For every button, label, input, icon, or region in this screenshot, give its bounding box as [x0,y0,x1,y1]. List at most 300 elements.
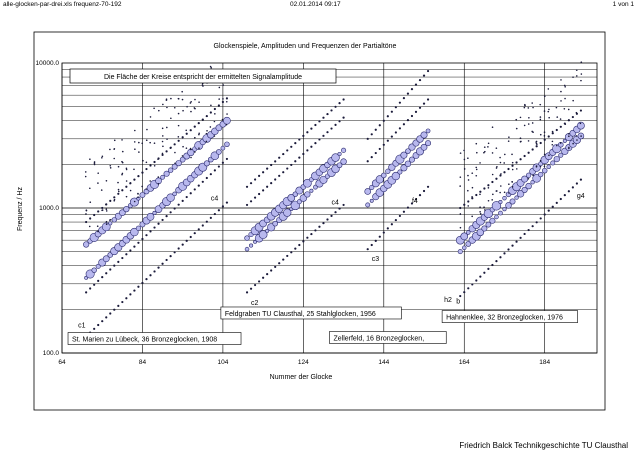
data-point [157,158,159,160]
data-point [310,189,313,192]
data-point [341,159,347,165]
data-point [544,135,546,137]
data-point [93,214,95,216]
data-point [158,183,160,185]
data-point [186,240,188,242]
data-point [206,130,208,132]
data-point [162,141,164,143]
data-point [338,207,340,209]
data-point [515,196,519,200]
data-point [480,213,482,215]
data-point [278,157,280,159]
data-point [206,177,208,179]
group-label: St. Marien zu Lübeck, 36 Bronzeglocken, 1908 [72,336,218,344]
data-point [130,190,132,192]
data-point [202,118,204,120]
data-point [495,178,497,180]
data-point [222,119,224,121]
data-point [114,148,116,150]
data-point [290,146,292,148]
data-point [471,216,473,218]
data-point [370,199,373,202]
data-point [467,157,469,159]
data-point [226,201,228,203]
data-point [515,119,517,121]
data-point [458,249,462,253]
data-point [528,140,530,142]
data-point [198,147,200,149]
data-point [113,265,115,267]
data-point [262,189,264,191]
data-point [427,186,429,188]
data-point [105,272,107,274]
data-point [536,221,538,223]
data-point [138,142,140,144]
data-point [206,221,208,223]
data-point [487,146,489,148]
data-point [375,152,377,154]
data-point [117,305,119,307]
group-label: Zellerfeld, 16 Bronzeglocken, [333,335,425,343]
data-point [101,207,103,209]
footer-credit: Friedrich Balck Technikgeschichte TU Clausthal [459,441,628,450]
data-point [166,107,168,109]
note-label: c4 [331,199,339,207]
data-point [548,88,550,90]
data-point [186,147,188,149]
data-point [146,129,148,131]
data-point [245,247,249,251]
data-point [137,197,139,199]
data-point [475,175,477,177]
data-point [133,168,135,170]
data-point [202,181,204,183]
data-point [185,129,187,131]
data-point [472,187,474,189]
data-point [190,101,192,103]
data-point [166,127,168,129]
data-point [214,108,216,110]
data-point [89,201,91,203]
data-point [479,191,481,193]
data-point [310,146,312,148]
data-point [145,188,147,190]
data-point [141,186,143,188]
data-point [182,200,184,202]
data-point [399,215,401,217]
data-point [479,206,481,208]
data-point [93,328,95,330]
data-point [134,130,136,132]
data-point [491,199,493,201]
data-point [371,133,373,135]
data-point [223,117,230,124]
data-point [564,98,566,100]
data-point [124,206,130,212]
data-point [484,209,486,211]
data-point [419,107,421,109]
data-point [173,192,177,196]
data-point [145,278,147,280]
data-point [580,178,582,180]
data-point [194,151,196,153]
data-point [491,181,493,183]
data-point [511,165,513,167]
data-point [218,209,220,211]
data-point [206,133,208,135]
data-point [381,173,386,178]
data-point [576,182,578,184]
data-point [387,227,389,229]
data-point [492,126,494,128]
data-point [101,276,103,278]
data-point [580,109,582,111]
data-point [194,107,196,109]
data-point [224,142,229,147]
data-point [511,154,513,156]
data-point [526,183,532,189]
data-point [560,142,562,144]
data-point [141,238,143,240]
data-point [101,320,103,322]
data-point [503,252,505,254]
data-point [467,287,469,289]
data-point [222,102,224,104]
data-point [552,206,554,208]
data-point [467,205,469,207]
data-point [427,98,429,100]
data-point [544,96,546,98]
data-point [170,98,172,100]
data-point [411,115,413,117]
data-point [407,93,409,95]
data-point [371,244,373,246]
data-point [182,155,184,157]
data-point [490,218,495,223]
data-point [500,185,502,187]
data-point [459,295,461,297]
data-point [542,168,547,173]
data-point [149,274,151,276]
data-point [170,211,172,213]
data-point [512,162,514,164]
data-point [134,141,136,143]
data-point [495,260,497,262]
data-point [544,139,546,141]
data-point [218,98,220,100]
data-point [499,157,501,159]
data-point [484,151,486,153]
data-point [168,168,173,173]
note-label: h2 [444,296,452,304]
data-point [118,166,120,168]
x-tick-label: 164 [458,359,470,366]
data-point [580,123,582,125]
data-point [539,104,541,106]
data-point [218,165,220,167]
chart-title: Glockenspiele, Amplituden und Frequenzen der Partialtöne [213,43,397,50]
data-point [540,116,542,118]
data-point [326,131,328,133]
data-point [85,213,87,215]
data-point [214,213,216,215]
data-point [479,194,481,196]
data-point [568,133,570,135]
data-point [342,204,344,206]
data-point [278,262,280,264]
data-point [153,107,155,109]
data-point [576,69,578,71]
data-point [552,141,554,143]
data-point [121,174,123,176]
data-point [266,186,268,188]
data-point [89,158,91,160]
data-point [499,256,501,258]
data-point [110,219,112,221]
data-point [523,233,525,235]
data-point [153,161,155,163]
data-point [226,124,228,126]
data-point [528,152,530,154]
data-point [544,166,546,168]
data-point [266,168,268,170]
data-point [146,161,148,163]
x-tick-label: 144 [378,359,390,366]
data-point [137,175,139,177]
data-point [178,140,180,142]
note-label: c2 [251,299,259,307]
data-point [486,222,491,227]
data-point [572,143,574,145]
data-point [254,197,256,199]
data-point [125,253,127,255]
data-point [117,182,119,184]
group-label: Hahnenklee, 32 Bronzeglocken, 1976 [446,314,563,322]
data-point [294,160,296,162]
data-point [214,121,216,123]
data-point [532,148,534,150]
data-point [576,112,578,114]
data-point [157,267,159,269]
data-point [106,180,108,182]
data-point [101,157,103,159]
data-point [113,309,115,311]
x-tick-label: 64 [58,359,66,366]
data-point [314,142,316,144]
data-point [425,140,430,145]
data-point [551,144,553,146]
data-point [560,91,562,93]
data-point [508,192,510,194]
data-point [560,118,562,120]
data-point [318,138,320,140]
data-point [338,120,340,122]
data-point [407,207,409,209]
data-point [254,178,256,180]
data-point [572,76,574,78]
data-point [142,160,144,162]
data-point [568,119,570,121]
data-point [222,205,224,207]
data-point [391,223,393,225]
data-point [246,291,248,293]
data-point [398,170,402,174]
data-point [532,174,534,176]
data-point [504,192,506,194]
data-point [536,145,538,147]
data-point [161,263,163,265]
data-point [105,204,107,206]
data-point [528,229,530,231]
data-point [106,221,108,223]
data-point [460,227,462,229]
data-point [552,131,554,133]
data-point [245,236,250,241]
data-point [463,150,465,152]
header-filename: alle-glocken-par-drei.xls frequenz-70-192 [3,1,122,8]
data-point [302,135,304,137]
group-label: Feldgraben TU Clausthal, 25 Stahlglocken, 1956 [224,310,376,318]
data-point [564,123,566,125]
data-point [367,248,369,250]
data-point [194,99,196,101]
data-point [270,269,272,271]
data-point [318,120,320,122]
data-point [121,161,123,163]
data-point [286,255,288,257]
data-point [270,164,272,166]
data-point [540,217,542,219]
data-point [182,136,184,138]
data-point [138,151,140,153]
data-point [499,200,502,203]
data-point [488,200,490,202]
data-point [403,97,405,99]
data-point [101,189,103,191]
data-point [134,148,136,150]
data-point [499,174,501,176]
data-point [419,79,421,81]
data-point [538,172,543,177]
data-point [395,106,397,108]
data-point [198,122,200,124]
data-point [572,186,574,188]
data-point [174,251,176,253]
data-point [391,111,393,113]
data-point [479,211,481,213]
data-point [133,289,135,291]
data-point [519,158,521,160]
data-point [219,87,221,89]
data-point [310,128,312,130]
data-point [126,196,128,198]
data-point [463,204,465,206]
data-point [258,193,260,195]
data-point [85,291,87,293]
data-point [134,201,136,203]
data-point [282,153,284,155]
x-tick-label: 84 [138,359,147,366]
header-timestamp: 02.01.2014 09:17 [290,1,341,8]
data-point [560,126,562,128]
data-point [495,190,497,192]
data-point [532,131,534,133]
data-point [246,204,248,206]
y-axis-label: Frequenz / Hz [17,187,24,231]
data-point [426,129,430,133]
data-point [568,135,570,137]
data-point [330,127,332,129]
data-point [298,157,300,159]
data-point [556,129,558,131]
data-point [133,246,135,248]
data-point [482,226,487,231]
data-point [367,160,369,162]
data-point [113,158,115,160]
data-point [459,185,461,187]
data-point [471,172,473,174]
data-point [182,99,184,101]
data-point [365,188,371,194]
data-point [548,210,550,212]
data-point [121,301,123,303]
data-point [508,140,510,142]
data-point [101,210,103,212]
data-point [254,284,256,286]
data-point [310,233,312,235]
data-point [314,124,316,126]
data-point [125,186,127,188]
data-point [322,117,324,119]
data-point [395,131,397,133]
data-point [162,153,164,155]
data-point [86,210,88,212]
data-point [484,188,486,190]
data-point [222,84,224,86]
data-point [94,164,96,166]
data-point [483,206,485,208]
data-point [210,126,212,128]
data-point [181,91,183,93]
data-point [126,169,128,171]
data-point [286,149,288,151]
data-point [250,288,252,290]
note-label: g4 [576,193,585,201]
data-point [547,165,551,169]
data-point [492,194,494,196]
data-point [532,122,534,124]
data-point [548,109,550,111]
data-point [97,324,99,326]
data-point [427,70,429,72]
data-point [194,137,196,139]
y-tick-label: 10000.0 [35,60,59,67]
data-point [528,117,530,119]
data-point [194,188,196,190]
data-point [274,160,276,162]
data-point [92,268,97,273]
data-point [150,116,152,118]
x-tick-label: 104 [217,359,229,366]
data-point [520,137,522,139]
data-point [568,190,570,192]
data-point [334,211,336,213]
header-page-count: 1 von 1 [612,1,634,8]
data-point [117,193,119,195]
data-point [322,222,324,224]
data-point [540,166,542,168]
data-point [162,104,164,106]
